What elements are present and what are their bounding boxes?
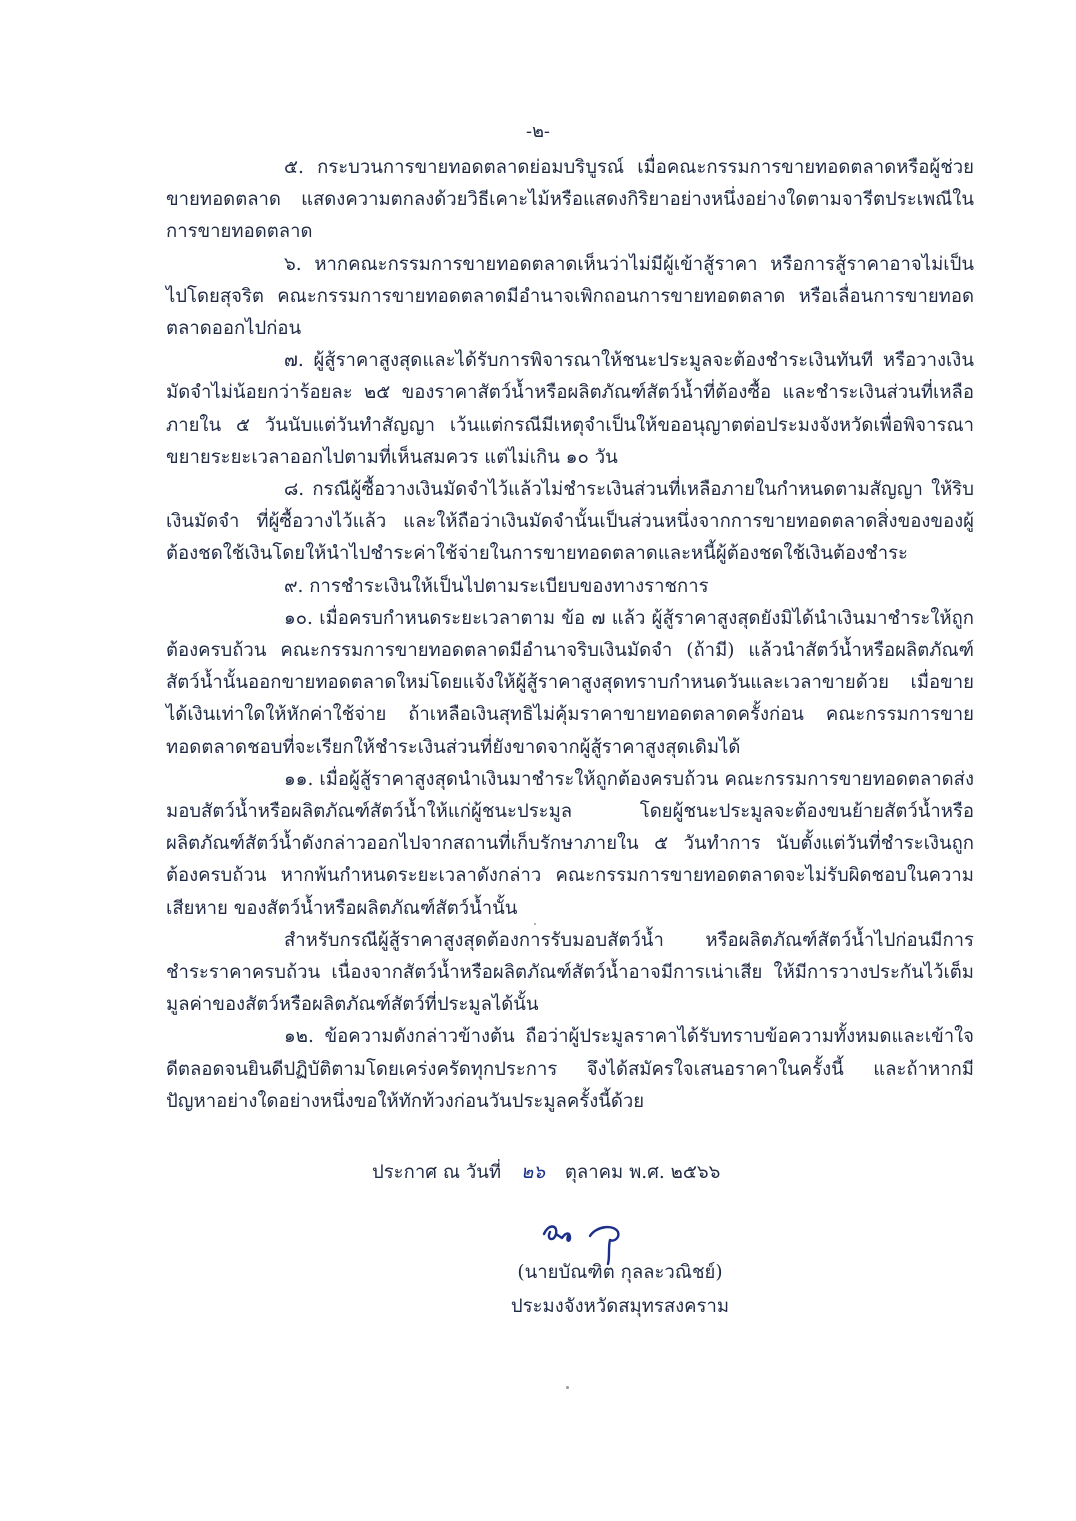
clause-12: ๑๒. ข้อความดังกล่าวข้างต้น ถือว่าผู้ประมูลราคาได้รับทราบข้อความทั้งหมดและเข้าใจดีตลอดจนยินดีปฏิบัติตามโดยเคร่งครัดทุกประการ จึงได้สมัครใจเสนอราคาในครั้งนี้ และถ้าหากมีปัญหาอย่างใดอย่างหนึ่งขอให้ทักท้วงก่อนวันประมูลครั้งนี้ด้วย [166,1026,974,1112]
clause-9: ๙. การชำระเงินให้เป็นไปตามระเบียบของทางราชการ [284,575,709,597]
clause-7: ๗. ผู้สู้ราคาสูงสุดและได้รับการพิจารณาให้ชนะประมูลจะต้องชำระเงินทันที หรือวางเงินมัดจำไม่น้อยกว่าร้อยละ ๒๕ ของราคาสัตว์น้ำหรือผลิตภัณฑ์สัตว์น้ำที่ต้องซื้อ และชำระเงินส่วนที่เหลือภายใน ๕ วันนับแต่วันทำสัญญา เว้นแต่กรณีมีเหตุจำเป็นให้ขออนุญาตต่อประมงจังหวัดเพื่อพิจารณาขยายระยะเวลาออกไปตามที่เห็นสมควร แต่ไม่เกิน ๑๐ วัน [166,350,974,468]
clause-11-note: สำหรับกรณีผู้สู้ราคาสูงสุดต้องการรับมอบสัตว์น้ำ หรือผลิตภัณฑ์สัตว์น้ำไปก่อนมีการชำระราคาครบถ้วน เนื่องจากสัตว์น้ำหรือผลิตภัณฑ์สัตว์น้ำอาจมีการเน่าเสีย ให้มีการวางประกันไว้เต็มมูลค่าของสัตว์หรือผลิตภัณฑ์สัตว์ที่ประมูลได้นั้น [166,929,974,1016]
page-number: -๒- [525,121,551,142]
clause-10: ๑๐. เมื่อครบกำหนดระยะเวลาตาม ข้อ ๗ แล้ว ผู้สู้ราคาสูงสุดยังมิได้นำเงินมาชำระให้ถูกต้องครบถ้วน คณะกรรมการขายทอดตลาดมีอำนาจริบเงินมัดจำ (ถ้ามี) แล้วนำสัตว์น้ำหรือผลิตภัณฑ์สัตว์น้ำนั้นออกขายทอดตลาดใหม่โดยแจ้งให้ผู้สู้ราคาสูงสุดทราบกำหนดวันและเวลาขายด้วย เมื่อขายได้เงินเท่าใดให้หักค่าใช้จ่าย ถ้าเหลือเงินสุทธิไม่คุ้มราคาขายทอดตลาดครั้งก่อน คณะกรรมการขายทอดตลาดชอบที่จะเรียกให้ชำระเงินส่วนที่ยังขาดจากผู้สู้ราคาสูงสุดเดิมได้ [166,607,974,758]
announcement-date-line [372,1158,792,1187]
announcement-prefix: ประกาศ ณ วันที่ [372,1162,502,1183]
scan-speck [566,1386,569,1389]
announcement-month-year: ตุลาคม พ.ศ. ๒๕๖๖ [564,1162,721,1183]
clause-11: ๑๑. เมื่อผู้สู้ราคาสูงสุดนำเงินมาชำระให้ถูกต้องครบถ้วน คณะกรรมการขายทอดตลาดส่งมอบสัตว์น้ำหรือผลิตภัณฑ์สัตว์น้ำให้แก่ผู้ชนะประมูล โดยผู้ชนะประมูลจะต้องขนย้ายสัตว์น้ำหรือผลิตภัณฑ์สัตว์น้ำดังกล่าวออกไปจากสถานที่เก็บรักษาภายใน ๕ วันทำการ นับตั้งแต่วันที่ชำระเงินถูกต้องครบถ้วน หากพ้นกำหนดระยะเวลาดังกล่าว คณะกรรมการขายทอดตลาดจะไม่รับผิดชอบในความเสียหาย ของสัตว์น้ำหรือผลิตภัณฑ์สัตว์น้ำนั้น [166,768,974,919]
scan-speck [534,923,536,925]
clause-6: ๖. หากคณะกรรมการขายทอดตลาดเห็นว่าไม่มีผู้เข้าสู้ราคา หรือการสู้ราคาอาจไม่เป็นไปโดยสุจริต คณะกรรมการขายทอดตลาดมีอำนาจเพิกถอนการขายทอดตลาด หรือเลื่อนการขายทอดตลาดออกไปก่อน [166,253,974,340]
signer-name: (นายบัณฑิต กุลละวณิชย์) [517,1262,723,1283]
clause-5: ๕. กระบวนการขายทอดตลาดย่อมบริบูรณ์ เมื่อคณะกรรมการขายทอดตลาดหรือผู้ช่วยขายทอดตลาด แสดงความตกลงด้วยวิธีเคาะไม้หรือแสดงกิริยาอย่างหนึ่งอย่างใดตามจารีตประเพณีในการขายทอดตลาด [166,157,974,243]
document-body [166,152,974,1118]
signer-title: ประมงจังหวัดสมุทรสงคราม [510,1296,730,1317]
clause-8: ๘. กรณีผู้ซื้อวางเงินมัดจำไว้แล้วไม่ชำระเงินส่วนที่เหลือภายในกำหนดตามสัญญา ให้ริบเงินมัดจำ ที่ผู้ซื้อวางไว้แล้ว และให้ถือว่าเงินมัดจำนั้นเป็นส่วนหนึ่งจากการขายทอดตลาดสิ่งของของผู้ต้องชดใช้เงินโดยให้นำไปชำระค่าใช้จ่ายในการขายทอดตลาดและหนี้ผู้ต้องชดใช้เงินต้องชำระ [166,479,974,565]
announcement-day: ๒๖ [521,1162,545,1183]
